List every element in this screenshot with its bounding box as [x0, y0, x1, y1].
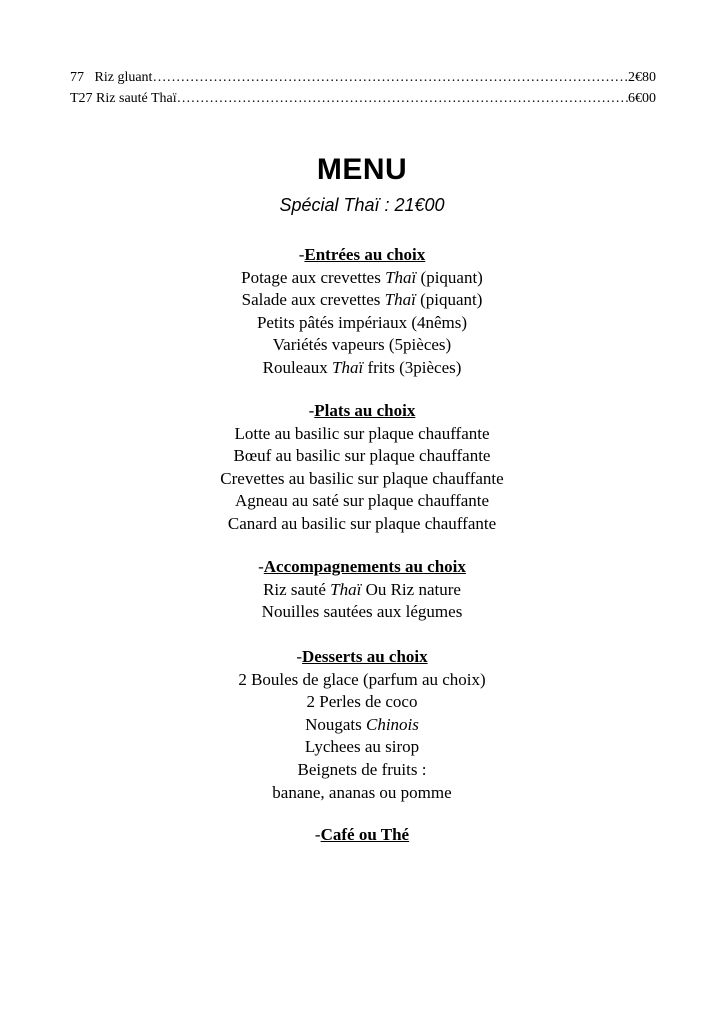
menu-item: Potage aux crevettes Thaï (piquant) [241, 267, 483, 287]
price-line-name: 77 Riz gluant [70, 70, 153, 85]
dot-leader [152, 70, 628, 86]
section-heading: -Accompagnements au choix [258, 557, 466, 576]
menu-item: Crevettes au basilic sur plaque chauffante [220, 468, 504, 488]
section-entrees [0, 244, 724, 380]
menu-item: Nouilles sautées aux légumes [261, 602, 463, 622]
section-accompagnements [0, 556, 724, 624]
price-line-riz-saute [70, 91, 656, 107]
section-heading-label: Entrées au choix [304, 245, 426, 264]
menu-item: Lotte au basilic sur plaque chauffante [234, 423, 490, 443]
price-line-price: 6€00 [628, 91, 656, 106]
menu-item: banane, ananas ou pomme [272, 782, 452, 802]
section-heading-label: Accompagnements au choix [263, 557, 466, 576]
menu-item: Nougats Chinois [305, 714, 419, 734]
section-heading-label: Café ou Thé [320, 825, 410, 844]
menu-item: Beignets de fruits : [297, 759, 427, 779]
section-heading-label: Plats au choix [314, 401, 416, 420]
menu-item: Rouleaux Thaï frits (3pièces) [262, 357, 462, 377]
menu-item: Agneau au saté sur plaque chauffante [234, 491, 490, 511]
price-line-price: 2€80 [628, 70, 656, 85]
section-heading: -Café ou Thé [314, 825, 410, 844]
menu-item: Riz sauté Thaï Ou Riz nature [263, 579, 461, 599]
menu-item: Canard au basilic sur plaque chauffante [227, 513, 497, 533]
menu-item: Lychees au sirop [304, 737, 420, 757]
price-line-riz-gluant [70, 70, 656, 86]
section-desserts [0, 646, 724, 804]
section-cafe [0, 824, 724, 847]
menu-item: Petits pâtés impériaux (4nêms) [256, 312, 468, 332]
menu-item: 2 Perles de coco [306, 692, 418, 712]
section-heading: -Desserts au choix [296, 647, 428, 666]
menu-subtitle: Spécial Thaï : 21€00 [279, 195, 445, 215]
menu-item: Salade aux crevettes Thaï (piquant) [241, 290, 483, 310]
section-heading: -Plats au choix [308, 401, 416, 420]
price-line-name: T27 Riz sauté Thaï [70, 91, 177, 106]
menu-item: Variétés vapeurs (5pièces) [272, 335, 452, 355]
section-heading: -Entrées au choix [298, 245, 426, 264]
section-heading-label: Desserts au choix [302, 647, 428, 666]
menu-title: MENU [316, 153, 408, 186]
section-plats [0, 400, 724, 536]
menu-item: Bœuf au basilic sur plaque chauffante [233, 446, 491, 466]
menu-item: 2 Boules de glace (parfum au choix) [238, 669, 486, 689]
dot-leader [177, 91, 628, 107]
